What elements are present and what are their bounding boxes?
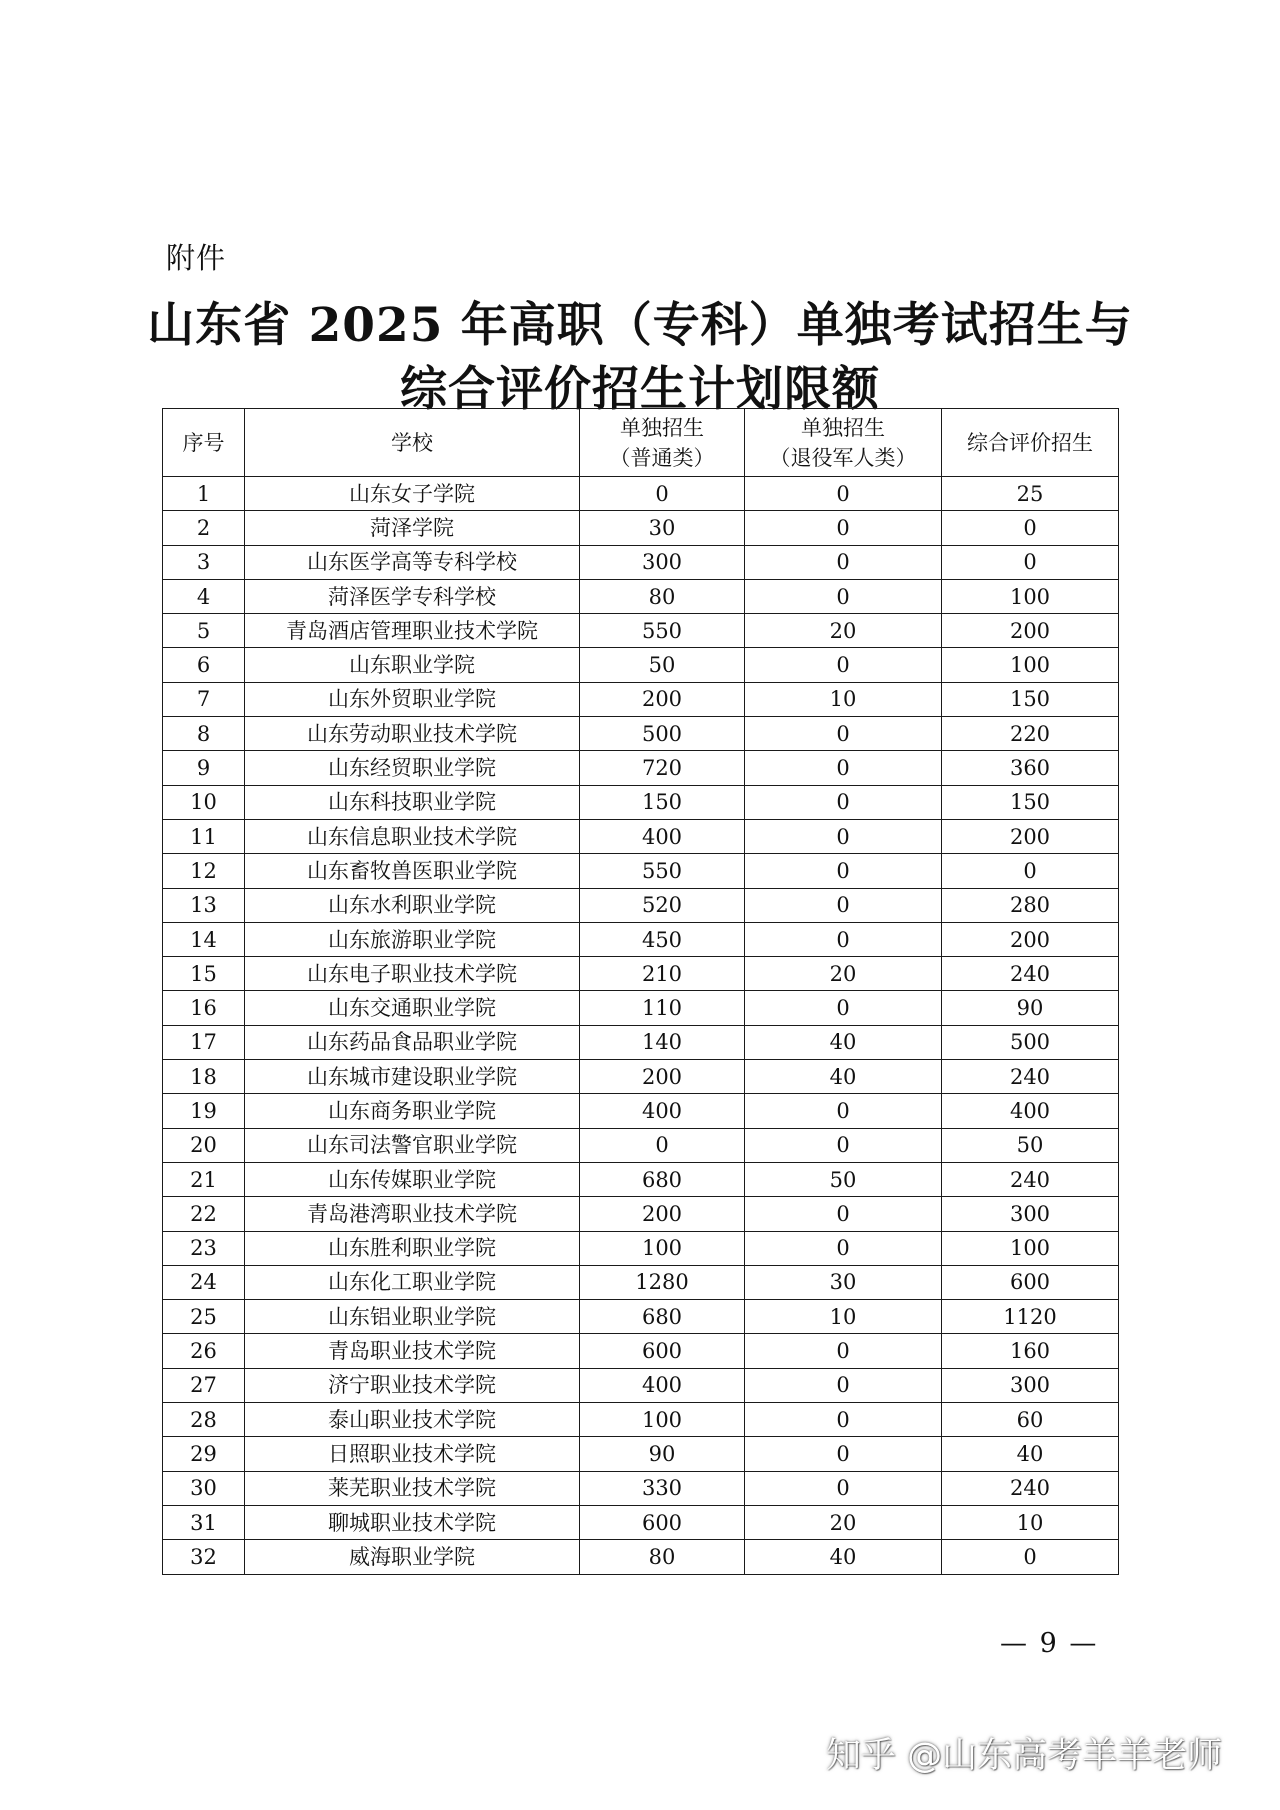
header-independent-general-line-1: 单独招生 bbox=[620, 415, 704, 440]
table-row bbox=[163, 1025, 1119, 1059]
cell-independent-veteran: 40 bbox=[745, 1025, 942, 1059]
cell-school-name: 菏泽学院 bbox=[245, 511, 580, 545]
cell-independent-veteran: 20 bbox=[745, 614, 942, 648]
cell-independent-veteran: 50 bbox=[745, 1162, 942, 1196]
cell-school-name: 山东胜利职业学院 bbox=[245, 1231, 580, 1265]
cell-serial-number: 13 bbox=[163, 888, 245, 922]
cell-serial-number: 31 bbox=[163, 1505, 245, 1539]
cell-independent-general: 110 bbox=[580, 991, 745, 1025]
cell-serial-number: 1 bbox=[163, 477, 245, 511]
cell-independent-veteran: 0 bbox=[745, 477, 942, 511]
cell-school-name: 青岛港湾职业技术学院 bbox=[245, 1197, 580, 1231]
table-row bbox=[163, 785, 1119, 819]
cell-independent-veteran: 40 bbox=[745, 1060, 942, 1094]
cell-independent-veteran: 0 bbox=[745, 648, 942, 682]
cell-serial-number: 30 bbox=[163, 1471, 245, 1505]
cell-school-name: 泰山职业技术学院 bbox=[245, 1403, 580, 1437]
header-school: 学校 bbox=[245, 409, 580, 477]
cell-independent-veteran: 0 bbox=[745, 1094, 942, 1128]
cell-independent-veteran: 0 bbox=[745, 717, 942, 751]
cell-independent-general: 550 bbox=[580, 854, 745, 888]
cell-serial-number: 25 bbox=[163, 1300, 245, 1334]
cell-independent-general: 50 bbox=[580, 648, 745, 682]
cell-independent-general: 80 bbox=[580, 1540, 745, 1574]
table-row bbox=[163, 477, 1119, 511]
cell-comprehensive-evaluation: 0 bbox=[942, 511, 1119, 545]
cell-independent-general: 500 bbox=[580, 717, 745, 751]
cell-school-name: 山东传媒职业学院 bbox=[245, 1162, 580, 1196]
cell-school-name: 山东经贸职业学院 bbox=[245, 751, 580, 785]
document-title-line-1: 山东省 2025 年高职（专科）单独考试招生与 bbox=[147, 298, 1133, 353]
table-row bbox=[163, 854, 1119, 888]
cell-serial-number: 14 bbox=[163, 922, 245, 956]
table-row bbox=[163, 888, 1119, 922]
cell-school-name: 山东司法警官职业学院 bbox=[245, 1128, 580, 1162]
cell-school-name: 威海职业学院 bbox=[245, 1540, 580, 1574]
cell-school-name: 山东旅游职业学院 bbox=[245, 922, 580, 956]
cell-serial-number: 23 bbox=[163, 1231, 245, 1265]
cell-school-name: 山东科技职业学院 bbox=[245, 785, 580, 819]
cell-independent-veteran: 0 bbox=[745, 1334, 942, 1368]
table-row bbox=[163, 614, 1119, 648]
cell-independent-veteran: 0 bbox=[745, 1368, 942, 1402]
cell-comprehensive-evaluation: 50 bbox=[942, 1128, 1119, 1162]
table-row bbox=[163, 648, 1119, 682]
cell-independent-general: 680 bbox=[580, 1162, 745, 1196]
cell-serial-number: 27 bbox=[163, 1368, 245, 1402]
cell-independent-veteran: 20 bbox=[745, 957, 942, 991]
cell-comprehensive-evaluation: 240 bbox=[942, 1060, 1119, 1094]
cell-comprehensive-evaluation: 300 bbox=[942, 1197, 1119, 1231]
table-row bbox=[163, 511, 1119, 545]
table-row bbox=[163, 1540, 1119, 1574]
cell-independent-veteran: 0 bbox=[745, 888, 942, 922]
cell-serial-number: 15 bbox=[163, 957, 245, 991]
table-row bbox=[163, 1334, 1119, 1368]
cell-independent-general: 200 bbox=[580, 1060, 745, 1094]
table-row bbox=[163, 1265, 1119, 1299]
table-row bbox=[163, 957, 1119, 991]
cell-school-name: 山东铝业职业学院 bbox=[245, 1300, 580, 1334]
cell-comprehensive-evaluation: 240 bbox=[942, 957, 1119, 991]
cell-independent-veteran: 0 bbox=[745, 579, 942, 613]
cell-serial-number: 21 bbox=[163, 1162, 245, 1196]
cell-school-name: 山东医学高等专科学校 bbox=[245, 545, 580, 579]
cell-independent-veteran: 0 bbox=[745, 1231, 942, 1265]
cell-serial-number: 6 bbox=[163, 648, 245, 682]
cell-school-name: 莱芜职业技术学院 bbox=[245, 1471, 580, 1505]
cell-comprehensive-evaluation: 400 bbox=[942, 1094, 1119, 1128]
cell-independent-veteran: 0 bbox=[745, 854, 942, 888]
cell-independent-general: 1280 bbox=[580, 1265, 745, 1299]
cell-comprehensive-evaluation: 100 bbox=[942, 579, 1119, 613]
table-row bbox=[163, 1403, 1119, 1437]
cell-serial-number: 7 bbox=[163, 682, 245, 716]
header-comprehensive-evaluation: 综合评价招生 bbox=[942, 409, 1119, 477]
cell-comprehensive-evaluation: 200 bbox=[942, 819, 1119, 853]
cell-serial-number: 32 bbox=[163, 1540, 245, 1574]
cell-school-name: 山东交通职业学院 bbox=[245, 991, 580, 1025]
cell-serial-number: 28 bbox=[163, 1403, 245, 1437]
cell-comprehensive-evaluation: 200 bbox=[942, 922, 1119, 956]
cell-comprehensive-evaluation: 150 bbox=[942, 785, 1119, 819]
table-row bbox=[163, 1231, 1119, 1265]
cell-independent-general: 90 bbox=[580, 1437, 745, 1471]
cell-independent-veteran: 0 bbox=[745, 1403, 942, 1437]
cell-independent-veteran: 0 bbox=[745, 785, 942, 819]
cell-independent-veteran: 0 bbox=[745, 922, 942, 956]
header-independent-veteran bbox=[745, 409, 942, 477]
table-row bbox=[163, 1060, 1119, 1094]
header-independent-general-line-2: （普通类） bbox=[609, 445, 715, 470]
cell-serial-number: 18 bbox=[163, 1060, 245, 1094]
cell-independent-general: 100 bbox=[580, 1231, 745, 1265]
cell-comprehensive-evaluation: 160 bbox=[942, 1334, 1119, 1368]
table-header bbox=[163, 409, 1119, 477]
cell-serial-number: 5 bbox=[163, 614, 245, 648]
table-row bbox=[163, 1162, 1119, 1196]
cell-comprehensive-evaluation: 10 bbox=[942, 1505, 1119, 1539]
cell-independent-general: 400 bbox=[580, 1368, 745, 1402]
enrollment-quota-table bbox=[162, 408, 1119, 1575]
cell-independent-veteran: 10 bbox=[745, 1300, 942, 1334]
cell-independent-general: 0 bbox=[580, 477, 745, 511]
cell-serial-number: 26 bbox=[163, 1334, 245, 1368]
cell-school-name: 山东水利职业学院 bbox=[245, 888, 580, 922]
cell-independent-veteran: 0 bbox=[745, 1128, 942, 1162]
cell-independent-general: 200 bbox=[580, 682, 745, 716]
cell-independent-general: 30 bbox=[580, 511, 745, 545]
cell-comprehensive-evaluation: 0 bbox=[942, 545, 1119, 579]
cell-independent-general: 600 bbox=[580, 1334, 745, 1368]
cell-school-name: 山东电子职业技术学院 bbox=[245, 957, 580, 991]
cell-independent-general: 300 bbox=[580, 545, 745, 579]
attachment-label: 附件 bbox=[166, 241, 227, 275]
page-number: — 9 — bbox=[1000, 1628, 1099, 1659]
cell-serial-number: 4 bbox=[163, 579, 245, 613]
cell-school-name: 山东女子学院 bbox=[245, 477, 580, 511]
cell-school-name: 山东外贸职业学院 bbox=[245, 682, 580, 716]
table-row bbox=[163, 922, 1119, 956]
table-row bbox=[163, 682, 1119, 716]
table-row bbox=[163, 717, 1119, 751]
cell-independent-general: 140 bbox=[580, 1025, 745, 1059]
cell-serial-number: 19 bbox=[163, 1094, 245, 1128]
cell-independent-general: 400 bbox=[580, 819, 745, 853]
cell-independent-veteran: 0 bbox=[745, 545, 942, 579]
cell-comprehensive-evaluation: 220 bbox=[942, 717, 1119, 751]
cell-school-name: 日照职业技术学院 bbox=[245, 1437, 580, 1471]
cell-serial-number: 20 bbox=[163, 1128, 245, 1162]
cell-comprehensive-evaluation: 0 bbox=[942, 1540, 1119, 1574]
table-row bbox=[163, 1505, 1119, 1539]
cell-comprehensive-evaluation: 90 bbox=[942, 991, 1119, 1025]
header-independent-veteran-line-2: （退役军人类） bbox=[769, 445, 917, 470]
cell-independent-general: 80 bbox=[580, 579, 745, 613]
table-row bbox=[163, 1471, 1119, 1505]
cell-serial-number: 10 bbox=[163, 785, 245, 819]
cell-independent-veteran: 0 bbox=[745, 819, 942, 853]
watermark: 知乎 @山东高考羊羊老师 bbox=[826, 1736, 1223, 1776]
cell-independent-general: 550 bbox=[580, 614, 745, 648]
cell-independent-veteran: 30 bbox=[745, 1265, 942, 1299]
cell-school-name: 山东职业学院 bbox=[245, 648, 580, 682]
cell-independent-general: 210 bbox=[580, 957, 745, 991]
cell-comprehensive-evaluation: 40 bbox=[942, 1437, 1119, 1471]
cell-comprehensive-evaluation: 200 bbox=[942, 614, 1119, 648]
cell-independent-general: 520 bbox=[580, 888, 745, 922]
header-row bbox=[163, 409, 1119, 477]
table-row bbox=[163, 1094, 1119, 1128]
cell-serial-number: 2 bbox=[163, 511, 245, 545]
cell-independent-general: 450 bbox=[580, 922, 745, 956]
cell-comprehensive-evaluation: 100 bbox=[942, 648, 1119, 682]
cell-independent-veteran: 0 bbox=[745, 751, 942, 785]
cell-independent-veteran: 0 bbox=[745, 1471, 942, 1505]
cell-independent-veteran: 0 bbox=[745, 1437, 942, 1471]
cell-serial-number: 22 bbox=[163, 1197, 245, 1231]
cell-comprehensive-evaluation: 0 bbox=[942, 854, 1119, 888]
cell-independent-veteran: 20 bbox=[745, 1505, 942, 1539]
table-row bbox=[163, 1128, 1119, 1162]
cell-independent-veteran: 0 bbox=[745, 991, 942, 1025]
cell-serial-number: 3 bbox=[163, 545, 245, 579]
cell-serial-number: 16 bbox=[163, 991, 245, 1025]
cell-independent-veteran: 0 bbox=[745, 1197, 942, 1231]
cell-school-name: 山东信息职业技术学院 bbox=[245, 819, 580, 853]
cell-school-name: 菏泽医学专科学校 bbox=[245, 579, 580, 613]
document-title-line-2: 综合评价招生计划限额 bbox=[400, 362, 880, 417]
cell-comprehensive-evaluation: 1120 bbox=[942, 1300, 1119, 1334]
cell-comprehensive-evaluation: 600 bbox=[942, 1265, 1119, 1299]
table-row bbox=[163, 1368, 1119, 1402]
cell-independent-general: 200 bbox=[580, 1197, 745, 1231]
cell-serial-number: 9 bbox=[163, 751, 245, 785]
cell-independent-general: 680 bbox=[580, 1300, 745, 1334]
cell-independent-veteran: 0 bbox=[745, 511, 942, 545]
cell-independent-general: 150 bbox=[580, 785, 745, 819]
table-row bbox=[163, 1437, 1119, 1471]
cell-serial-number: 8 bbox=[163, 717, 245, 751]
cell-independent-general: 0 bbox=[580, 1128, 745, 1162]
cell-school-name: 山东化工职业学院 bbox=[245, 1265, 580, 1299]
cell-school-name: 青岛酒店管理职业技术学院 bbox=[245, 614, 580, 648]
cell-independent-general: 720 bbox=[580, 751, 745, 785]
cell-independent-veteran: 10 bbox=[745, 682, 942, 716]
cell-comprehensive-evaluation: 360 bbox=[942, 751, 1119, 785]
cell-comprehensive-evaluation: 500 bbox=[942, 1025, 1119, 1059]
cell-comprehensive-evaluation: 240 bbox=[942, 1162, 1119, 1196]
cell-independent-general: 600 bbox=[580, 1505, 745, 1539]
table-body bbox=[163, 477, 1119, 1575]
cell-school-name: 济宁职业技术学院 bbox=[245, 1368, 580, 1402]
cell-serial-number: 24 bbox=[163, 1265, 245, 1299]
cell-comprehensive-evaluation: 280 bbox=[942, 888, 1119, 922]
cell-school-name: 山东劳动职业技术学院 bbox=[245, 717, 580, 751]
header-serial-number: 序号 bbox=[163, 409, 245, 477]
cell-independent-veteran: 40 bbox=[745, 1540, 942, 1574]
cell-independent-general: 330 bbox=[580, 1471, 745, 1505]
cell-comprehensive-evaluation: 300 bbox=[942, 1368, 1119, 1402]
cell-serial-number: 11 bbox=[163, 819, 245, 853]
cell-serial-number: 29 bbox=[163, 1437, 245, 1471]
table-row bbox=[163, 819, 1119, 853]
cell-school-name: 聊城职业技术学院 bbox=[245, 1505, 580, 1539]
header-independent-general bbox=[580, 409, 745, 477]
cell-comprehensive-evaluation: 25 bbox=[942, 477, 1119, 511]
table-row bbox=[163, 1300, 1119, 1334]
table-row bbox=[163, 545, 1119, 579]
cell-comprehensive-evaluation: 60 bbox=[942, 1403, 1119, 1437]
cell-school-name: 青岛职业技术学院 bbox=[245, 1334, 580, 1368]
cell-school-name: 山东畜牧兽医职业学院 bbox=[245, 854, 580, 888]
cell-school-name: 山东城市建设职业学院 bbox=[245, 1060, 580, 1094]
cell-comprehensive-evaluation: 240 bbox=[942, 1471, 1119, 1505]
cell-school-name: 山东药品食品职业学院 bbox=[245, 1025, 580, 1059]
cell-comprehensive-evaluation: 150 bbox=[942, 682, 1119, 716]
header-independent-veteran-line-1: 单独招生 bbox=[801, 415, 885, 440]
cell-independent-general: 100 bbox=[580, 1403, 745, 1437]
table-row bbox=[163, 991, 1119, 1025]
cell-independent-general: 400 bbox=[580, 1094, 745, 1128]
cell-comprehensive-evaluation: 100 bbox=[942, 1231, 1119, 1265]
table-row bbox=[163, 751, 1119, 785]
cell-school-name: 山东商务职业学院 bbox=[245, 1094, 580, 1128]
cell-serial-number: 12 bbox=[163, 854, 245, 888]
cell-serial-number: 17 bbox=[163, 1025, 245, 1059]
table-row bbox=[163, 1197, 1119, 1231]
table-row bbox=[163, 579, 1119, 613]
